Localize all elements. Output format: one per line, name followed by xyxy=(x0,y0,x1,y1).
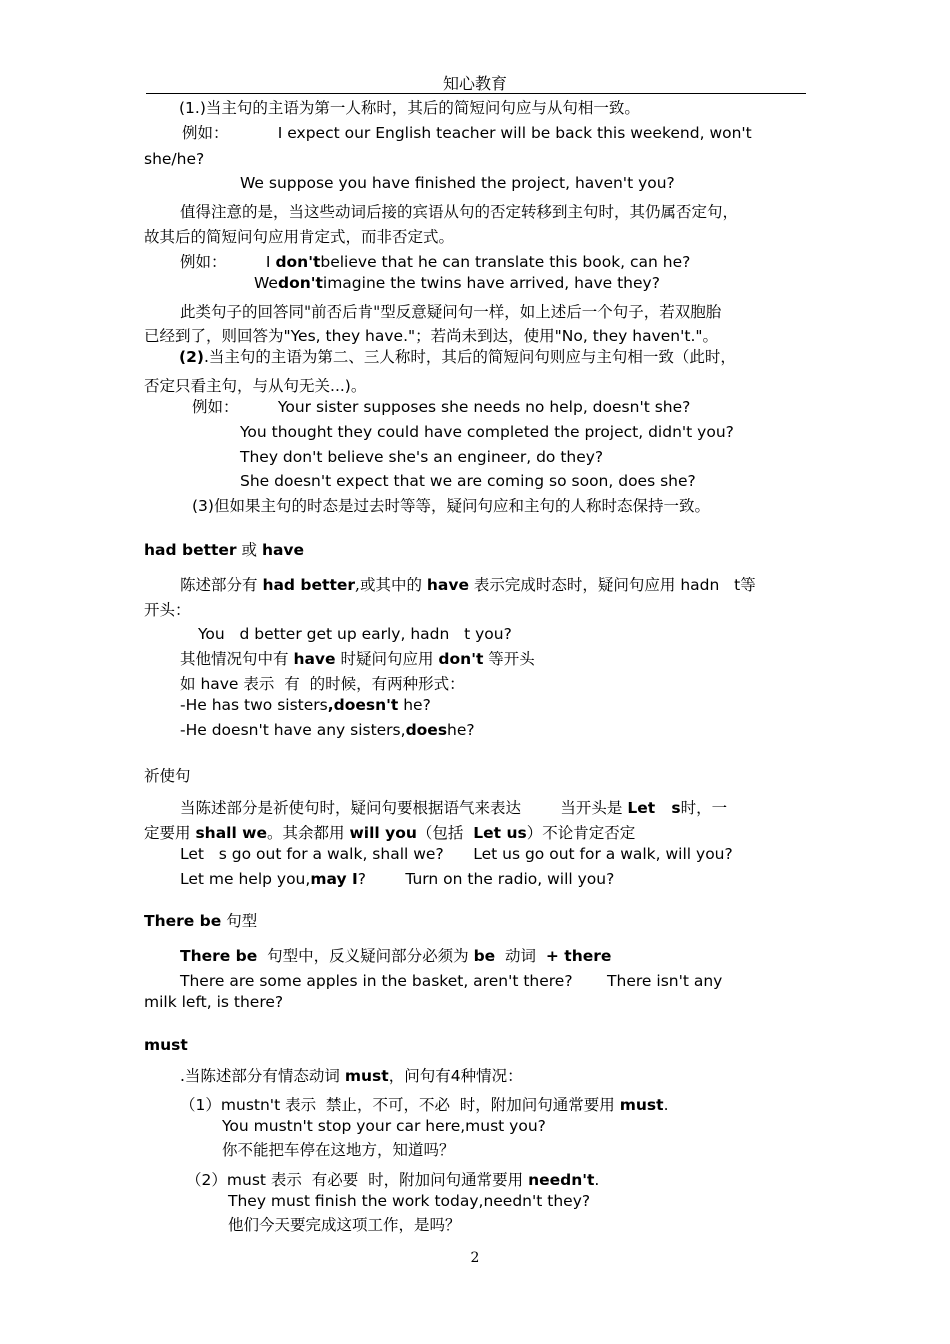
text-line xyxy=(222,1140,455,1160)
text-segment: be xyxy=(473,947,496,965)
text-segment: shall we xyxy=(195,824,268,842)
text-line xyxy=(228,1215,461,1235)
text-segment: had better xyxy=(262,576,356,594)
header-rule xyxy=(146,93,806,94)
text-segment: Your sister supposes she needs no help, doesn't she? xyxy=(238,398,691,416)
text-segment: 例如： xyxy=(180,253,227,271)
text-segment: 动词 xyxy=(495,947,546,965)
text-segment: Let s go out for a walk, shall we? Let us go out for a walk, will you? xyxy=(180,845,733,863)
text-segment: They don't believe she's an engineer, do they? xyxy=(240,448,604,466)
text-segment: must xyxy=(144,1036,188,1054)
text-segment: believe that he can translate this book, can he? xyxy=(320,253,691,271)
text-segment: 表示 有 的时候，有两种形式： xyxy=(238,675,465,693)
text-segment: ） xyxy=(211,1171,227,1189)
text-segment: 等 xyxy=(740,576,756,594)
text-segment: must xyxy=(226,1171,266,1189)
text-line xyxy=(179,347,736,367)
text-line xyxy=(180,971,722,991)
section-heading xyxy=(144,1035,188,1055)
text-segment: 。 xyxy=(350,377,367,395)
text-segment: ，问句有 xyxy=(388,1067,451,1085)
text-segment: 4 xyxy=(450,1067,461,1085)
text-line xyxy=(180,252,690,272)
text-segment: Let us xyxy=(473,824,527,842)
text-segment: ...) xyxy=(330,377,351,395)
text-line xyxy=(144,600,191,620)
text-segment: -He doesn't have any sisters, xyxy=(180,721,406,739)
text-segment: We xyxy=(254,274,278,292)
text-line xyxy=(180,202,738,222)
text-line xyxy=(228,1191,590,1211)
text-line xyxy=(144,823,635,843)
text-segment: she/he? xyxy=(144,150,205,168)
text-line xyxy=(180,869,614,889)
text-segment: -He has two sisters xyxy=(180,696,328,714)
text-line xyxy=(222,1116,546,1136)
text-segment: will you xyxy=(349,824,417,842)
text-segment: .当陈述部分有情态动词 xyxy=(180,1067,345,1085)
text-line xyxy=(192,496,710,516)
text-segment: There be xyxy=(180,947,258,965)
text-segment: he? xyxy=(447,721,475,739)
text-segment: had better xyxy=(144,541,237,559)
text-line xyxy=(180,649,535,669)
text-line xyxy=(180,302,721,322)
text-segment: 2 xyxy=(201,1171,212,1189)
text-segment: （ xyxy=(186,1171,202,1189)
section-heading xyxy=(144,911,257,931)
text-segment: have xyxy=(293,650,336,668)
text-segment: . xyxy=(663,1096,669,1114)
text-segment: have xyxy=(426,576,469,594)
text-segment: Let s xyxy=(627,799,681,817)
section-heading xyxy=(144,766,191,786)
text-segment: 句型 xyxy=(221,912,258,930)
text-line xyxy=(144,149,204,169)
text-segment: 值得注意的是，当这些动词后接的宾语从句的否定转移到主句时，其仍属否定句， xyxy=(180,203,739,221)
text-segment: ,doesn't xyxy=(327,696,399,714)
text-segment: must xyxy=(619,1096,664,1114)
text-segment: needn't xyxy=(528,1171,595,1189)
text-line xyxy=(180,798,727,818)
text-segment: Let me help you, xyxy=(180,870,311,888)
section-heading xyxy=(144,540,304,560)
text-line xyxy=(180,1066,523,1086)
text-segment: 种情况： xyxy=(460,1067,523,1085)
text-segment: 但如果主句的时态是过去时等等，疑问句应和主句的人称时态保持一致。 xyxy=(213,497,710,515)
text-line xyxy=(254,273,660,293)
text-segment: ）不论肯定否定 xyxy=(526,824,636,842)
text-segment: have xyxy=(261,541,305,559)
text-segment: must xyxy=(344,1067,389,1085)
text-segment: I expect our English teacher will be back this weekend, won't xyxy=(228,124,752,142)
text-segment: 句型中，反义疑问部分必须为 xyxy=(257,947,474,965)
text-segment: We suppose you have finished the project, haven't you? xyxy=(240,174,675,192)
text-line xyxy=(180,1095,669,1115)
text-line xyxy=(240,173,675,193)
text-segment: don't xyxy=(438,650,484,668)
page-number: 2 xyxy=(470,1250,480,1266)
text-segment: 1 xyxy=(195,1096,206,1114)
text-line xyxy=(240,471,696,491)
text-segment: ） xyxy=(205,1096,221,1114)
text-segment: 开头： xyxy=(144,601,191,619)
text-line xyxy=(180,575,756,595)
text-segment: You thought they could have completed the project, didn't you? xyxy=(240,423,734,441)
text-line xyxy=(144,376,366,396)
text-line xyxy=(180,946,611,966)
text-segment: ? xyxy=(503,625,512,643)
text-line xyxy=(182,123,752,143)
text-segment: You d better get up early, hadn t you xyxy=(198,625,504,643)
text-line xyxy=(186,1170,599,1190)
text-line xyxy=(144,992,283,1012)
text-segment: 如 xyxy=(180,675,201,693)
text-segment: 例如： xyxy=(192,398,239,416)
text-segment: 等开头 xyxy=(483,650,535,668)
text-segment: 表示完成时态时，疑问句应用 xyxy=(469,576,681,594)
text-segment: ? Turn on the radio, will you? xyxy=(357,870,615,888)
text-segment: .当主句的主语为第二、三人称时，其后的简短问句则应与主句相一致（此时， xyxy=(203,348,736,366)
text-segment: 时疑问句应用 xyxy=(335,650,439,668)
text-line xyxy=(192,397,690,417)
text-segment: 否定只看主句，与从句无关 xyxy=(144,377,331,395)
text-segment: + there xyxy=(545,947,612,965)
text-segment: 或 xyxy=(236,541,262,559)
text-segment: have xyxy=(200,675,239,693)
text-segment: 陈述部分有 xyxy=(180,576,263,594)
text-segment: （ xyxy=(180,1096,196,1114)
text-segment: There are some apples in the basket, aren't there? There isn't any xyxy=(180,972,723,990)
text-segment: (1.) xyxy=(179,99,206,117)
text-segment: I xyxy=(226,253,276,271)
text-segment: does xyxy=(405,721,448,739)
text-line xyxy=(198,624,512,644)
text-segment: 你不能把车停在这地方，知道吗？ xyxy=(222,1141,455,1159)
text-line xyxy=(240,447,603,467)
text-line xyxy=(180,844,733,864)
text-segment: 当陈述部分是祈使句时，疑问句要根据语气来表达 xyxy=(180,799,522,817)
text-segment: 表示 有必要 时，附加问句通常要用 xyxy=(265,1171,529,1189)
text-segment: 其他情况句中有 xyxy=(180,650,294,668)
header-title: 知心教育 xyxy=(442,74,507,93)
text-segment: （包括 xyxy=(416,824,474,842)
text-segment: 已经到了，则回答为 xyxy=(144,327,284,345)
text-segment: he? xyxy=(398,696,431,714)
text-segment: They must finish the work today,needn't they? xyxy=(228,1192,591,1210)
text-segment: 。其余都用 xyxy=(267,824,350,842)
text-segment: 例如： xyxy=(182,124,229,142)
text-segment: She doesn't expect that we are coming so soon, does she? xyxy=(240,472,696,490)
text-segment: 祈使句 xyxy=(144,767,191,785)
text-line xyxy=(240,422,734,442)
text-segment: "Yes, they have." xyxy=(283,327,416,345)
text-segment: (3) xyxy=(192,497,214,515)
text-line xyxy=(144,326,718,346)
text-segment: ,或其中的 xyxy=(355,576,427,594)
text-segment: 此类句子的回答同"前否后肯"型反意疑问句一样，如上述后一个句子，若双胞胎 xyxy=(180,303,722,321)
text-segment: 当开头是 xyxy=(521,799,628,817)
text-line xyxy=(144,227,454,247)
text-segment: 当主句的主语为第一人称时，其后的简短问句应与从句相一致。 xyxy=(205,99,640,117)
text-segment: imagine the twins have arrived, have they? xyxy=(322,274,660,292)
text-segment: You mustn't stop your car here,must you? xyxy=(222,1117,546,1135)
text-segment: 故其后的简短问句应用肯定式，而非否定式。 xyxy=(144,228,455,246)
text-segment: don't xyxy=(275,253,321,271)
text-segment: There be xyxy=(144,912,222,930)
text-segment: milk left, is there? xyxy=(144,993,284,1011)
text-segment: 。 xyxy=(702,327,719,345)
text-segment: 定要用 xyxy=(144,824,196,842)
text-line xyxy=(180,695,431,715)
text-segment: . xyxy=(594,1171,600,1189)
text-segment: "No, they haven't." xyxy=(554,327,703,345)
text-line xyxy=(179,98,640,118)
text-segment: 时，一 xyxy=(680,799,728,817)
text-line xyxy=(180,674,465,694)
text-line xyxy=(180,720,475,740)
text-segment: may I xyxy=(310,870,358,888)
text-segment: mustn't xyxy=(220,1096,281,1114)
text-segment: 他们今天要完成这项工作，是吗？ xyxy=(228,1216,461,1234)
text-segment: ；若尚未到达，使用 xyxy=(415,327,555,345)
text-segment: 表示 禁止，不可，不必 时，附加问句通常要用 xyxy=(280,1096,620,1114)
text-segment: hadn t xyxy=(680,576,741,594)
text-segment: don't xyxy=(277,274,323,292)
text-segment: (2) xyxy=(179,348,204,366)
